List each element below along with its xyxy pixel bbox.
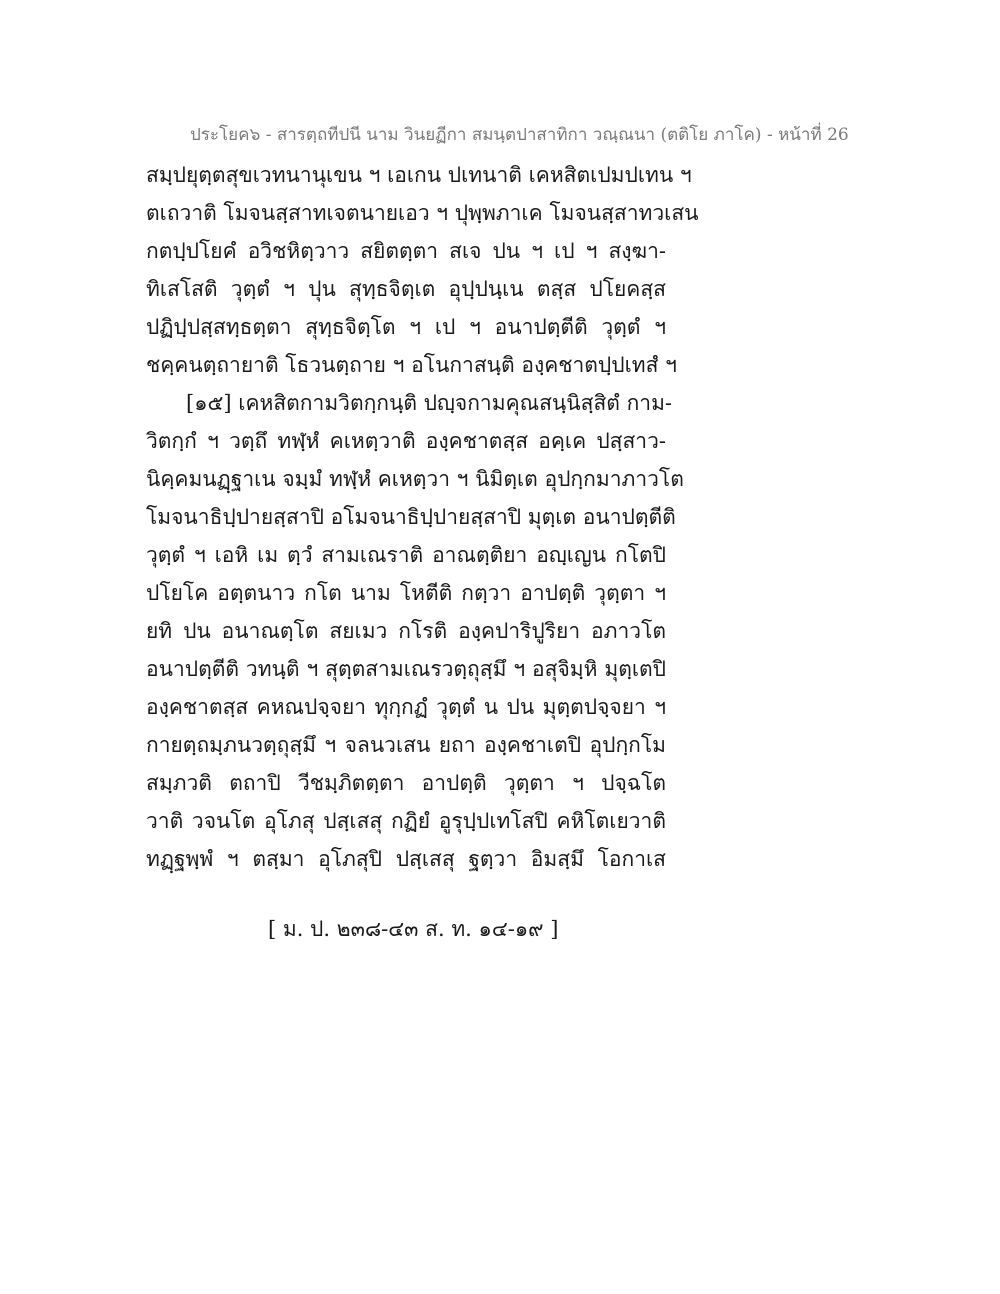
- text-line: ทฏฺฐพฺพํ ฯ ตสฺมา อุโภสุปิ ปสฺเสสุ ฐตฺวา อิมสฺมึ โอกาเส: [146, 847, 666, 871]
- text-line: ปโยโค อตฺตนาว กโต นาม โหตีติ กตฺวา อาปตฺติ วุตฺตา ฯ: [146, 581, 666, 605]
- text-line: โมจนาธิปฺปายสฺสาปิ อโมจนาธิปฺปายสฺสาปิ มุตฺเต อนาปตฺตีติ: [146, 505, 676, 529]
- text-line: ปฏิปฺปสฺสทฺธตฺตา สุทฺธจิตฺโต ฯ เป ฯ อนาปตฺตีติ วุตฺตํ ฯ: [146, 315, 666, 339]
- text-line: กตปฺปโยคํ อวิชหิตฺวาว สยิตตฺตา สเจ ปน ฯ เป ฯ สงฺฆา-: [146, 239, 666, 263]
- text-line: กายตฺถมฺภนวตฺถุสฺมึ ฯ จลนวเสน ยถา องฺคชาเตปิ อุปกฺกโม: [146, 733, 666, 757]
- text-line: สมฺภวติ ตถาปิ วีชมฺภิตตฺตา อาปตฺติ วุตฺตา ฯ ปจฺฉโต: [146, 771, 666, 795]
- text-line: วิตกฺกํ ฯ วตฺถึ ทฬฺหํ คเหตฺวาติ องฺคชาตสฺส อคฺเค ปสฺสาว-: [146, 429, 666, 453]
- text-line: วาติ วจนโต อุโภสุ ปสฺเสสุ กฏิยํ อูรุปฺปเทโสปิ คหิโตเยวาติ: [146, 809, 666, 833]
- text-line: นิคฺคมนฏฺฐาเน จมฺมํ ทฬฺหํ คเหตฺวา ฯ นิมิตฺเต อุปกฺกมาภาวโต: [146, 467, 684, 491]
- text-line: องฺคชาตสฺส คหณปจฺจยา ทุกฺกฏํ วุตฺตํ น ปน มุตฺตปจฺจยา ฯ: [146, 695, 666, 719]
- text-line: วุตฺตํ ฯ เอหิ เม ตฺวํ สามเณราติ อาณตฺติยา อญฺเญน กโตปิ: [146, 543, 666, 567]
- text-line: ตเถวาติ โมจนสฺสาทเจตนายเอว ฯ ปุพฺพภาเค โมจนสฺสาทวเสน: [146, 201, 699, 225]
- body-text: [146, 156, 699, 878]
- page-header: ประโยค๖ - สารตฺถทีปนี นาม วินยฏีกา สมนฺตปาสาทิกา วณฺณนา (ตติโย ภาโค) - หน้าที่ 26: [190, 125, 849, 145]
- text-line: ชคฺคนตฺถายาติ โธวนตฺถาย ฯ อโนกาสนฺติ องฺคชาตปฺปเทสํ ฯ: [146, 353, 677, 377]
- paragraph-start-line: [๑๕] เคหสิตกามวิตกฺกนฺติ ปญฺจกามคุณสนฺนิสฺสิตํ กาม-: [186, 391, 673, 415]
- text-line: ยทิ ปน อนาณตฺโต สยเมว กโรติ องฺคปาริปูริยา อภาวโต: [146, 619, 666, 643]
- reference-citation: [ ม. ป. ๒๓๘-๔๓ ส. ท. ๑๔-๑๙ ]: [268, 917, 559, 941]
- text-line: สมฺปยุตฺตสุขเวทนานุเขน ฯ เอเกน ปเทนาติ เคหสิตเปมปเทน ฯ: [146, 163, 692, 187]
- text-line: ทิเสโสติ วุตฺตํ ฯ ปุน สุทฺธจิตฺเต อุปฺปนฺเน ตสฺส ปโยคสฺส: [146, 277, 666, 301]
- text-line: อนาปตฺตีติ วทนฺติ ฯ สุตฺตสามเณรวตฺถุสฺมึ ฯ อสุจิมฺหิ มุตฺเตปิ: [146, 657, 666, 681]
